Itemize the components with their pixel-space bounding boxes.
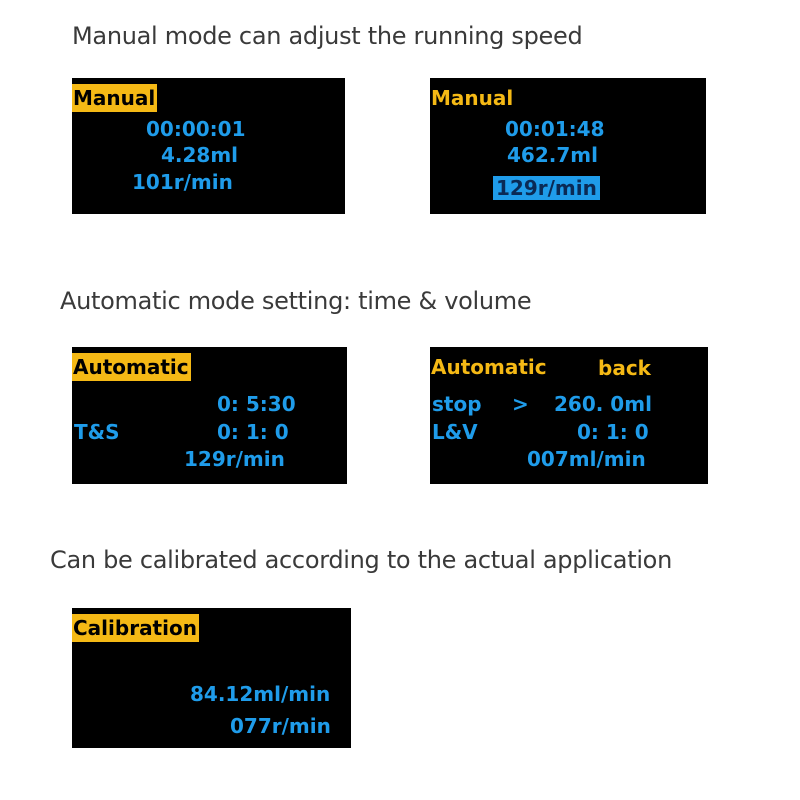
dispensed-volume: 462.7ml (507, 143, 598, 167)
dispensed-volume: 4.28ml (161, 143, 239, 167)
mode-label-lv: L&V (432, 420, 478, 444)
automatic-screen-1 (72, 347, 347, 484)
pump-speed: 129r/min (184, 447, 285, 471)
time-interval: 0: 1: 0 (577, 420, 649, 444)
flow-rate: 007ml/min (527, 447, 646, 471)
target-volume: 260. 0ml (554, 392, 652, 416)
elapsed-time: 00:01:48 (505, 117, 605, 141)
manual-header: Manual (73, 86, 156, 110)
total-time: 0: 5:30 (217, 392, 296, 416)
stop-label: stop (432, 392, 482, 416)
pump-speed-highlighted (493, 175, 600, 201)
automatic-header: Automatic (431, 355, 547, 379)
manual-screen-1 (72, 78, 345, 214)
calibrated-speed: 077r/min (230, 714, 331, 738)
automatic-header: Automatic (73, 355, 189, 379)
calibrated-flow-rate: 84.12ml/min (190, 682, 331, 706)
caption-automatic-mode: Automatic mode setting: time & volume (60, 287, 532, 315)
selection-arrow: > (512, 392, 529, 416)
back-option: back (598, 356, 651, 380)
elapsed-time: 00:00:01 (146, 117, 246, 141)
manual-screen-2 (430, 78, 706, 214)
caption-calibration: Can be calibrated according to the actual application (50, 546, 672, 574)
caption-manual-mode: Manual mode can adjust the running speed (72, 22, 583, 50)
automatic-screen-2 (430, 347, 708, 484)
mode-label-ts: T&S (74, 420, 120, 444)
time-interval: 0: 1: 0 (217, 420, 289, 444)
pump-speed: 101r/min (132, 170, 233, 194)
manual-header: Manual (431, 86, 514, 110)
calibration-header: Calibration (73, 616, 197, 640)
calibration-screen (72, 608, 351, 748)
selected-speed-value: 129r/min (493, 176, 600, 200)
